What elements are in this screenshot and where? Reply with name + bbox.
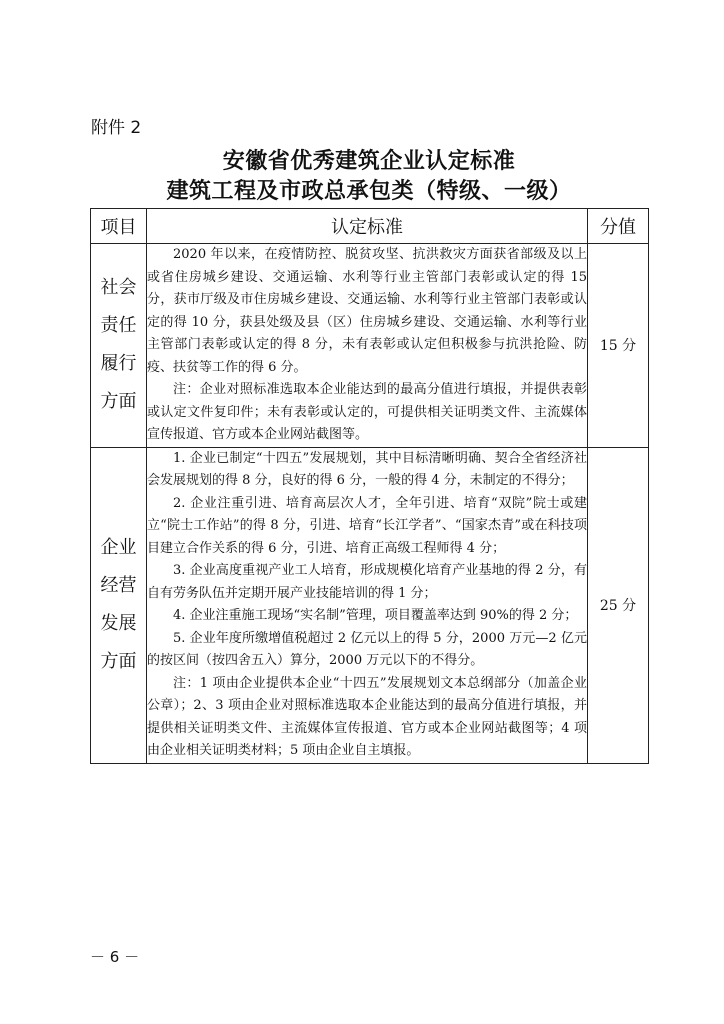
header-standard: 认定标准 <box>147 209 588 244</box>
standard-paragraph: 2020 年以来，在疫情防控、脱贫攻坚、抗洪救灾方面获省部级及以上或省住房城乡建设、交通运输、水利等行业主管部门表彰或认定的得 15 分，获市厅级及市住房城乡建设、交通运输、水利等行业主管部门表彰或认定的得 10 分，获县处级及县（区）住房城乡建设、交通运输、水利等行业主管部门表彰或认定的得 8 分，未有表彰或认定但积极参与抗洪抢险、防疫、扶贫等工作的得 6 分。 <box>147 247 587 375</box>
table-row <box>91 244 649 448</box>
document-subtitle: 建筑工程及市政总承包类（特级、一级） <box>166 179 572 204</box>
category-cell <box>91 447 147 763</box>
category-char: 经营 <box>100 575 137 596</box>
attachment-label: 附件 2 <box>91 118 142 138</box>
category-char: 社会 <box>100 277 137 299</box>
category-char: 发展 <box>100 613 137 634</box>
category-cell <box>91 244 147 448</box>
header-score: 分值 <box>588 209 649 244</box>
standard-paragraph: 2. 企业注重引进、培育高层次人才，全年引进、培育“双院”院士或建立“院士工作站”的得 8 分，引进、培育“长江学者”、“国家杰青”或在科技项目建立合作关系的得 6 分，引进、培育正高级工程师得 4 分； <box>147 495 587 556</box>
standard-paragraph: 1. 企业已制定“十四五”发展规划，其中目标清晰明确、契合全省经济社会发展规划的得 8 分，良好的得 6 分，一般的得 4 分，未制定的不得分； <box>147 450 587 488</box>
page-number: － 6 － <box>90 948 140 966</box>
score-cell: 25 分 <box>588 447 649 763</box>
table-header-row <box>91 209 649 244</box>
category-char: 责任 <box>100 315 137 337</box>
category-char: 方面 <box>100 391 137 413</box>
score-cell: 15 分 <box>588 244 649 448</box>
standard-cell <box>147 244 588 448</box>
standard-paragraph: 4. 企业注重施工现场“实名制”管理，项目覆盖率达到 90%的得 2 分； <box>173 608 578 623</box>
header-item: 项目 <box>91 209 147 244</box>
criteria-table <box>90 208 649 764</box>
table-row <box>91 447 649 763</box>
standard-paragraph: 3. 企业高度重视产业工人培育，形成规模化培育产业基地的得 2 分，有自有劳务队伍并定期开展产业技能培训的得 1 分； <box>147 563 587 601</box>
standard-paragraph: 5. 企业年度所缴增值税超过 2 亿元以上的得 5 分，2000 万元—2 亿元的按区间（按四舍五入）算分，2000 万元以下的不得分。 <box>147 630 587 668</box>
category-char: 企业 <box>100 537 137 558</box>
category-char: 履行 <box>100 353 137 375</box>
document-title: 安徽省优秀建筑企业认定标准 <box>222 149 516 174</box>
standard-note: 注：1 项由企业提供本企业“十四五”发展规划文本总纲部分（加盖企业公章）；2、3 项由企业对照标准选取本企业能达到的最高分值进行填报，并提供相关证明类文件、主流媒体宣传报道、官方或本企业网站截图等；4 项由企业相关证明类材料；5 项由企业自主填报。 <box>147 675 587 758</box>
category-char: 方面 <box>100 651 137 672</box>
standard-note: 注：企业对照标准选取本企业能达到的最高分值进行填报，并提供表彰或认定文件复印件；未有表彰或认定的，可提供相关证明类文件、主流媒体宣传报道、官方或本企业网站截图等。 <box>147 382 587 442</box>
standard-cell <box>147 447 588 763</box>
